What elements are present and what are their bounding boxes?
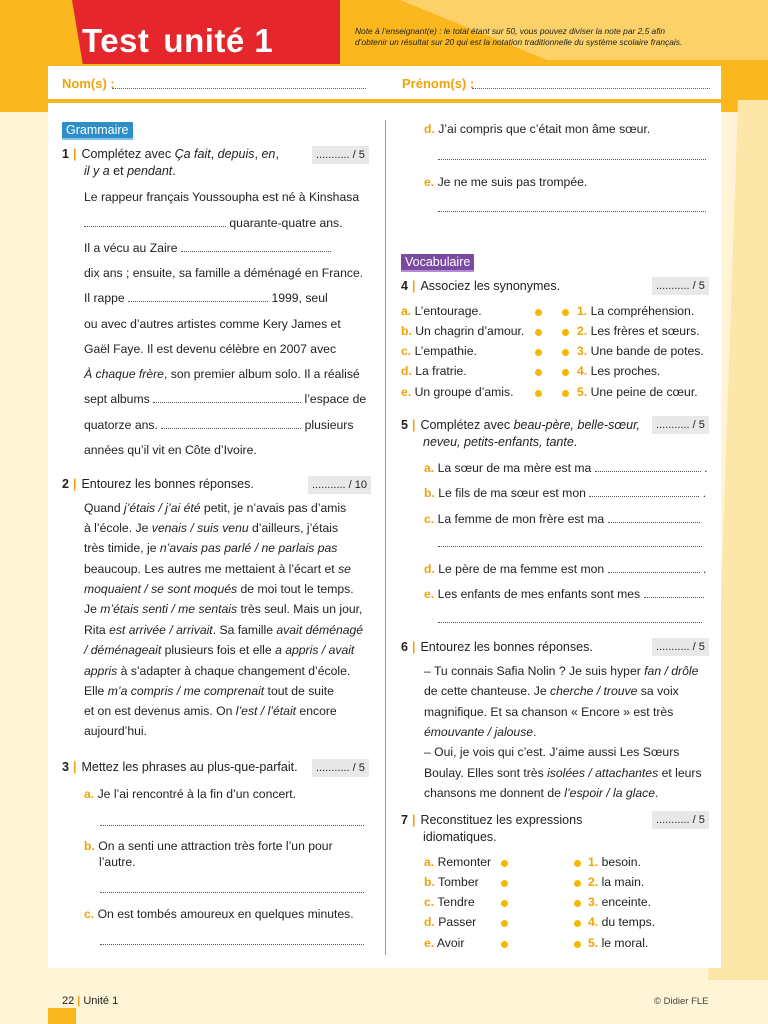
q1-line: ou avec d’autres artistes comme Kery James et [84, 317, 341, 331]
q4-left-item: c. L’empathie. [401, 344, 477, 358]
match-dot-right[interactable] [574, 860, 581, 867]
q1-line: quatorze ans. plusieurs [84, 418, 354, 432]
blank[interactable] [84, 217, 226, 227]
nom-field[interactable] [112, 88, 366, 89]
q1-number: 1 [62, 147, 69, 161]
q7-right-item: 1. besoin. [588, 855, 641, 869]
q5-instruction: 5 | Complétez avec beau-père, belle-sœur, [401, 418, 641, 432]
q3-item-d: d. J’ai compris que c’était mon âme sœur. [424, 122, 651, 136]
q4-right-item: 3. Une bande de potes. [577, 344, 704, 358]
q2-line: très timide, je n’avais pas parlé / ne parlais pas [84, 541, 338, 555]
q6-line: magnifique. Et sa chanson « Encore » est très [424, 705, 674, 719]
q1-instr-line2: il y a et pendant. [84, 164, 176, 178]
page-number: 22 [62, 995, 75, 1007]
page-title [82, 24, 273, 57]
q1-line: sept albums l’espace de [84, 392, 367, 406]
q3-item-b-cont: l’autre. [99, 855, 136, 869]
match-dot-right[interactable] [574, 900, 581, 907]
q1-line: Il rappe 1999, seul [84, 291, 328, 305]
blank[interactable] [128, 292, 268, 302]
q7-instruction-cont: idiomatiques. [423, 830, 497, 844]
match-dot-left[interactable] [535, 369, 542, 376]
q2-line: Elle m’a compris / me comprenait tout de suite [84, 684, 334, 698]
q1-instruction: 1 | Complétez avec Ça fait, depuis, en, [62, 147, 279, 161]
column-divider [385, 120, 386, 955]
q2-line: aujourd’hui. [84, 724, 148, 738]
match-dot-left[interactable] [535, 309, 542, 316]
q1-line: Gaël Faye. Il est devenu célèbre en 2007 avec [84, 342, 337, 356]
q4-right-item: 2. Les frères et sœurs. [577, 324, 700, 338]
q2-line: beaucoup. Les autres me mettaient à l’écart et se [84, 562, 351, 576]
q1-line: À chaque frère, son premier album solo. Il a réalisé [84, 367, 360, 381]
blank[interactable] [595, 462, 701, 472]
q5-item: b. Le fils de ma sœur est mon . [424, 486, 707, 500]
match-dot-left[interactable] [501, 941, 508, 948]
nom-label: Nom(s) : [62, 76, 115, 91]
blank[interactable] [608, 513, 700, 523]
q2-line: moquaient / se sont moqués de moi tout le temps. [84, 582, 354, 596]
answer-line[interactable] [100, 825, 364, 826]
q6-score[interactable]: ........... / 5 [652, 638, 709, 656]
q3-instruction: 3 | Mettez les phrases au plus-que-parfait. [62, 760, 298, 774]
q7-right-item: 4. du temps. [588, 915, 656, 929]
match-dot-right[interactable] [562, 329, 569, 336]
match-dot-left[interactable] [535, 390, 542, 397]
teacher-note: Note à l’enseignant(e) : le total étant sur 50, vous pouvez diviser la note par 2,5 afin d’obtenir un résultat sur 20 qui est la notation traditionnelle du système scolaire français. [355, 26, 683, 47]
q2-score[interactable]: ........... / 10 [308, 476, 371, 494]
q3-item-a: a. Je l’ai rencontré à la fin d’un concert. [84, 787, 297, 801]
q7-right-item: 2. la main. [588, 875, 645, 889]
footer-unit: Unité 1 [83, 995, 119, 1007]
match-dot-left[interactable] [501, 860, 508, 867]
q7-right-item: 5. le moral. [588, 936, 649, 950]
q4-left-item: b. Un chagrin d’amour. [401, 324, 525, 338]
q1-line: Il a vécu au Zaire [84, 241, 331, 256]
q2-line: Rita est arrivée / arrivait. Sa famille avait déménagé [84, 623, 364, 637]
q4-right-item: 4. Les proches. [577, 364, 661, 378]
match-dot-left[interactable] [501, 900, 508, 907]
match-dot-right[interactable] [562, 390, 569, 397]
q2-line: / déménageait plusieurs fois et elle a appris / avait [84, 643, 355, 657]
q3-item-b: b. On a senti une attraction très forte l’un pour [84, 839, 333, 853]
q5-item: e. Les enfants de mes enfants sont mes [424, 587, 704, 602]
q5-instruction-cont: neveu, petits-enfants, tante. [423, 435, 578, 449]
answer-line[interactable] [438, 211, 706, 212]
q4-left-item: e. Un groupe d’amis. [401, 385, 514, 399]
q2-line: et on est devenus amis. On l’est / l’était encore [84, 704, 337, 718]
q5-item: a. La sœur de ma mère est ma . [424, 461, 708, 475]
blank[interactable] [181, 242, 331, 252]
answer-line[interactable] [438, 622, 702, 623]
q1-line: dix ans ; ensuite, sa famille a déménagé en France. [84, 266, 364, 280]
q6-instruction: 6 | Entourez les bonnes réponses. [401, 640, 593, 654]
q4-score[interactable]: ........... / 5 [652, 277, 709, 295]
q6-line: chansons me donnent de l’espoir / la glace. [424, 786, 659, 800]
q1-instr-line1: Complétez avec Ça fait, depuis, en, [81, 147, 279, 161]
q7-left-item: c. Tendre [424, 895, 475, 909]
match-dot-left[interactable] [501, 880, 508, 887]
match-dot-right[interactable] [562, 349, 569, 356]
q4-right-item: 1. La compréhension. [577, 304, 695, 318]
q7-left-item: d. Passer [424, 915, 477, 929]
q3-item-c: c. On est tombés amoureux en quelques minutes. [84, 907, 354, 921]
q5-score[interactable]: ........... / 5 [652, 416, 709, 434]
q4-left-item: d. La fratrie. [401, 364, 467, 378]
q2-instruction: 2 | Entourez les bonnes réponses. [62, 477, 254, 491]
match-dot-left[interactable] [535, 349, 542, 356]
answer-line[interactable] [100, 892, 364, 893]
answer-line[interactable] [438, 546, 702, 547]
grammaire-badge: Grammaire [62, 122, 133, 140]
q7-instruction: 7 | Reconstituez les expressions [401, 813, 583, 827]
q6-line: – Oui, je vois qui c’est. J’aime aussi Les Sœurs [424, 745, 680, 759]
blank[interactable] [608, 563, 700, 573]
q1-line: Le rappeur français Youssoupha est né à Kinshasa [84, 190, 360, 204]
q2-line: Je m’étais senti / me sentais très seul. Mais un jour, [84, 602, 363, 616]
q2-line: à l’école. Je venais / suis venu d’ailleurs, j’étais [84, 521, 339, 535]
q3-score[interactable]: ........... / 5 [312, 759, 369, 777]
q3-item-e: e. Je ne me suis pas trompée. [424, 175, 588, 189]
answer-line[interactable] [100, 944, 364, 945]
q5-item: d. Le père de ma femme est mon . [424, 562, 707, 576]
vocabulaire-badge: Vocabulaire [401, 254, 474, 272]
match-dot-left[interactable] [501, 920, 508, 927]
answer-line[interactable] [438, 159, 706, 160]
q5-item: c. La femme de mon frère est ma [424, 512, 700, 527]
q7-right-item: 3. enceinte. [588, 895, 652, 909]
q1-score[interactable]: ........... / 5 [312, 146, 369, 164]
title-test: Test [82, 22, 150, 59]
match-dot-right[interactable] [574, 920, 581, 927]
prenom-field[interactable] [472, 88, 710, 89]
blank[interactable] [644, 588, 704, 598]
q6-line: émouvante / jalouse. [424, 725, 537, 739]
q4-instruction: 4 | Associez les synonymes. [401, 279, 561, 293]
q6-line: – Tu connais Safia Nolin ? Je suis hyper fan / drôle [424, 664, 699, 678]
q2-line: Quand j’étais / j’ai été petit, je n’avais pas d’amis [84, 501, 347, 515]
match-dot-right[interactable] [562, 369, 569, 376]
copyright: © Didier FLE [654, 996, 709, 1007]
q2-line: appris à s’adapter à chaque changement d’école. [84, 664, 351, 678]
q7-left-item: b. Tomber [424, 875, 479, 889]
match-dot-left[interactable] [535, 329, 542, 336]
q7-left-item: e. Avoir [424, 936, 465, 950]
q7-score[interactable]: ........... / 5 [652, 811, 709, 829]
title-unit: unité 1 [163, 22, 274, 59]
match-dot-right[interactable] [574, 880, 581, 887]
q4-left-item: a. L’entourage. [401, 304, 482, 318]
prenom-label: Prénom(s) : [402, 76, 475, 91]
q6-line: de cette chanteuse. Je cherche / trouve sa voix [424, 684, 679, 698]
name-band [48, 66, 721, 101]
footer-decoration [48, 1008, 76, 1024]
match-dot-right[interactable] [574, 941, 581, 948]
match-dot-right[interactable] [562, 309, 569, 316]
q6-line: Boulay. Elles sont très isolées / attachantes et leurs [424, 766, 702, 780]
page-footer: 22 | Unité 1 [62, 995, 119, 1007]
q7-left-item: a. Remonter [424, 855, 492, 869]
blank[interactable] [153, 393, 301, 403]
q1-line: années qu’il vit en Côte d’Ivoire. [84, 443, 257, 457]
q1-line: quarante-quatre ans. [84, 216, 343, 231]
q4-right-item: 5. Une peine de cœur. [577, 385, 698, 399]
blank[interactable] [161, 419, 301, 429]
blank[interactable] [589, 487, 699, 497]
